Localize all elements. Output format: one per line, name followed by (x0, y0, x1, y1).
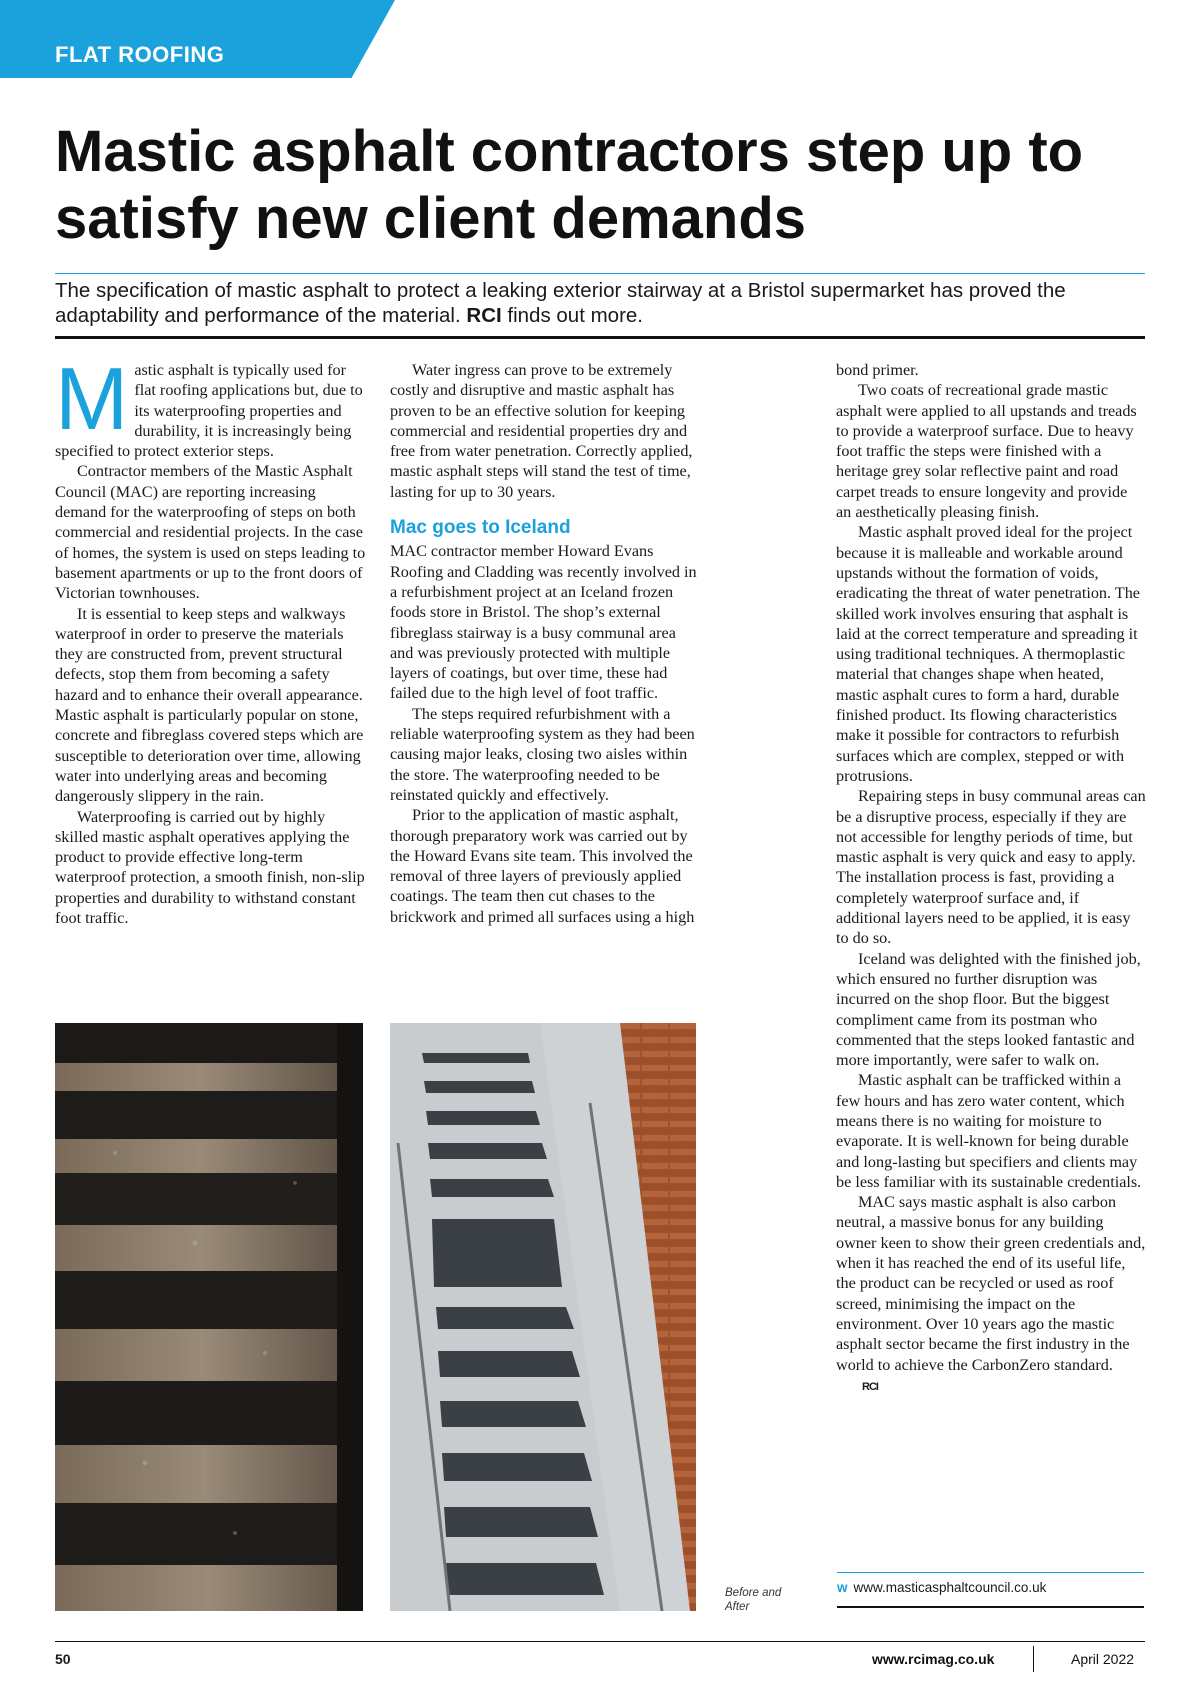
footer-url[interactable]: www.rcimag.co.uk (872, 1651, 995, 1667)
body-paragraph: Contractor members of the Mastic Asphalt Council (MAC) are reporting increasing demand for the waterproofing of steps on both commercial and residential projects. In the case of homes, the system is used on steps leading to basement apartments or up to the front doors of Victorian townhouses. (55, 462, 366, 603)
standfirst-tail: finds out more. (507, 304, 643, 327)
body-paragraph: bond primer. (836, 361, 919, 379)
standfirst-text: The specification of mastic asphalt to protect a leaking exterior stairway at a Bristol supermarket has proved the adaptability and performance of the material. (55, 279, 1066, 327)
weblink[interactable] (837, 1580, 1046, 1595)
photo-before-steps (55, 1023, 363, 1611)
page-number: 50 (55, 1651, 71, 1667)
photo-caption: Before and After (725, 1587, 782, 1613)
standfirst-brand: RCI (466, 304, 502, 327)
standfirst-rule (55, 336, 1145, 339)
weblink-rule-top (837, 1572, 1144, 1573)
weblink-url[interactable]: www.masticasphaltcouncil.co.uk (853, 1580, 1047, 1595)
body-paragraph: Two coats of recreational grade mastic asphalt were applied to all upstands and treads to provide a waterproof surface. Due to heavy foot traffic the steps were finished with a heritage grey solar reflective paint and road carpet treads to ensure longevity and provide an aesthetically pleasing finish. (836, 381, 1137, 522)
end-mark: RCI (862, 1380, 878, 1393)
body-paragraph: It is essential to keep steps and walkways waterproof in order to preserve the materials they are constructed from, prevent structural defects, stop them from becoming a safety hazard and to enhance their overall appearance. Mastic asphalt is particularly popular on stone, concrete and fibreglass covered steps which are susceptible to deterioration over time, allowing water into underlying areas and becoming dangerously slippery in the rain. (55, 604, 364, 806)
body-paragraph: Repairing steps in busy communal areas can be a disruptive process, especially if they are not accessible for lengthy periods of time, but mastic asphalt is very quick and easy to apply. The installation process is fast, providing a completely waterproof surface and, if additional layers need to be applied, it is easy to do so. (836, 787, 1146, 948)
body-paragraph: Mastic asphalt proved ideal for the project because it is malleable and workable around upstands without the formation of voids, eradicating the threat of water penetration. The skilled work involves ensuring that asphalt is laid at the correct temperature and spreading it using traditional techniques. A thermoplastic material that changes shape when heated, mastic asphalt cures to form a hard, durable finished product. Its flowing characteristics make it possible for contractors to refurbish surfaces which are complex, stepped or with protrusions. (836, 523, 1140, 785)
weblink-rule-bottom (837, 1606, 1144, 1608)
footer-date: April 2022 (1071, 1651, 1135, 1667)
body-paragraph: Water ingress can prove to be extremely costly and disruptive and mastic asphalt has proven to be an effective solution for keeping commercial and residential properties dry and free from water penetration. Correctly applied, mastic asphalt steps will stand the test of time, lasting for up to 30 years. (390, 361, 693, 501)
photo-after-steps (390, 1023, 696, 1611)
article-column-1 (55, 349, 367, 928)
body-paragraph: MAC contractor member Howard Evans Roofing and Cladding was recently involved in a refurbishment project at an Iceland frozen foods store in Bristol. The shop’s external fibreglass stairway is a busy communal area and was previously protected with multiple layers of coatings, but over time, these had failed due to the high level of foot traffic. (390, 542, 697, 703)
body-paragraph: Iceland was delighted with the finished job, which ensured no further disruption was incurred on the shop floor. But the biggest compliment came from its postman who commented that the steps looked fantastic and more importantly, were safer to walk on. (836, 949, 1141, 1070)
body-paragraph: Prior to the application of mastic asphalt, thorough preparatory work was carried out by the Howard Evans site team. This involved the removal of three layers of previously applied coatings. The team then cut chases to the brickwork and primed all surfaces using a high (390, 806, 695, 926)
body-paragraph: MAC says mastic asphalt is also carbon neutral, a massive bonus for any building owner keen to show their green credentials and, when it has reached the end of its useful life, the product can be recycled or used as roof screed, minimising the impact on the environment. Over 10 years ago the mastic asphalt sector became the first industry in the world to achieve the CarbonZero standard.RCI (836, 1192, 1146, 1397)
dropcap: M (55, 349, 129, 448)
article-column-3 (836, 360, 1146, 1397)
standfirst (55, 278, 1155, 328)
subheading: Mac goes to Iceland (390, 517, 571, 539)
article-column-2 (390, 360, 700, 927)
headline-rule (55, 273, 1145, 274)
footer-rule (55, 1641, 1145, 1642)
body-paragraph: Waterproofing is carried out by highly skilled mastic asphalt operatives applying the product to provide effective long-term waterproof protection, a smooth finish, non-slip properties and durability to withstand constant foot traffic. (55, 807, 365, 928)
body-paragraph: The steps required refurbishment with a reliable waterproofing system as they had been causing major leaks, closing two aisles within the store. The waterproofing needed to be reinstated quickly and effectively. (390, 704, 695, 804)
body-paragraph: Mastic asphalt can be trafficked within a few hours and has zero water content, which means there is no waiting for moisture to evaporate. It is well-known for being durable and long-lasting but specifiers and clients may be less familiar with its sustainable credentials. (836, 1071, 1142, 1191)
headline: Mastic asphalt contractors step up to satisfy new client demands (55, 119, 1084, 251)
section-label: FLAT ROOFING (55, 42, 225, 67)
footer-divider (1033, 1646, 1034, 1672)
body-paragraph: Mastic asphalt is typically used for flat roofing applications but, due to its waterproofing properties and durability, it is increasingly being specified to protect exterior steps. (55, 349, 363, 461)
web-prefix: w (837, 1580, 848, 1595)
